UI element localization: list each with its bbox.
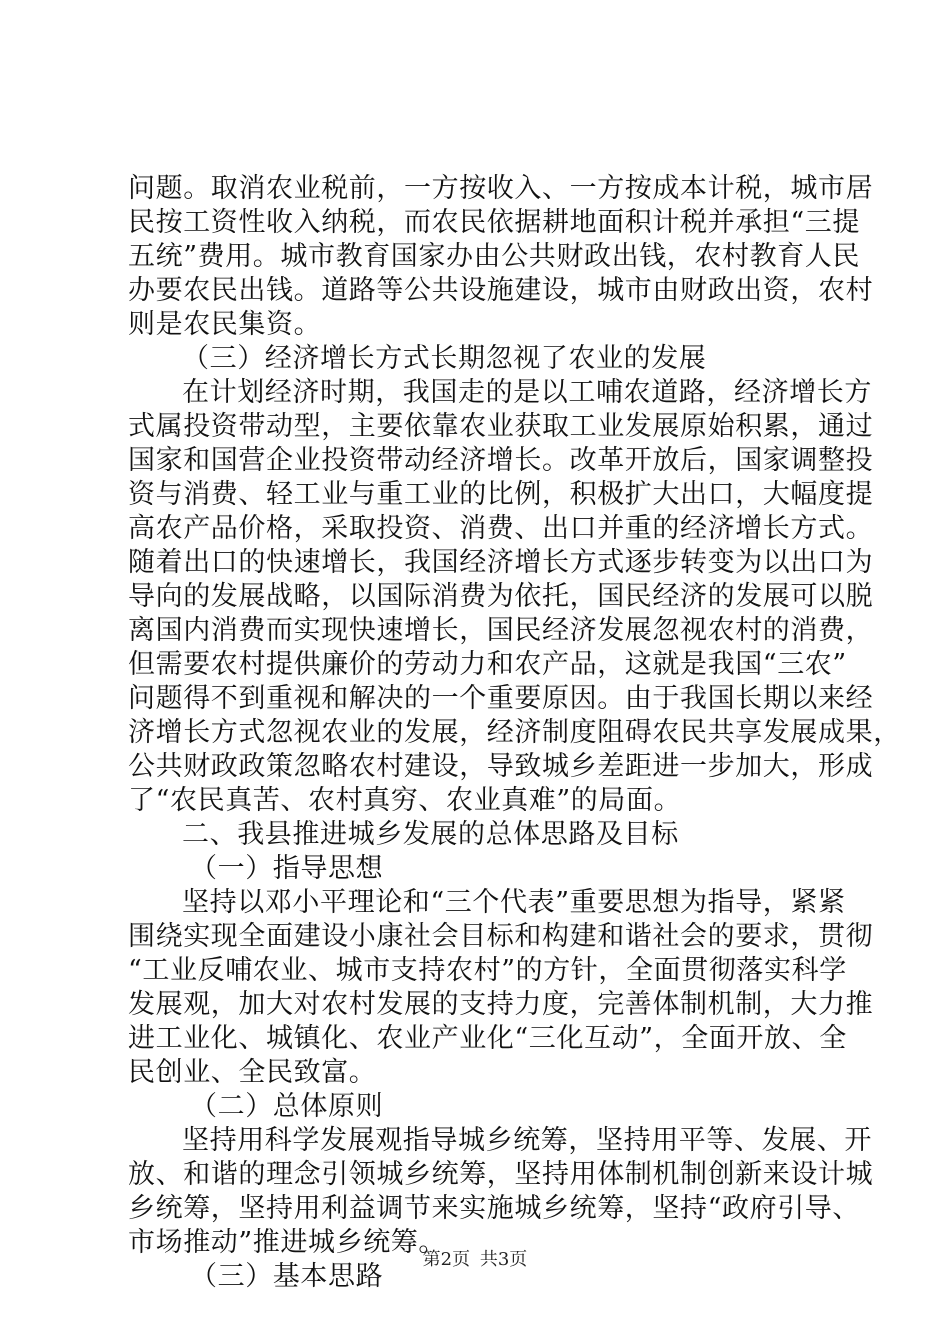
text-line: “工业反哺农业、城市支持农村”的方针，全面贯彻落实科学 <box>128 955 847 986</box>
text-line: 资与消费、轻工业与重工业的比例，积极扩大出口，大幅度提 <box>128 479 874 510</box>
document-body <box>128 172 901 1294</box>
text-line: 民按工资性收入纳税，而农民依据耕地面积计税并承担“三提 <box>128 207 861 238</box>
text-line: 围绕实现全面建设小康社会目标和构建和谐社会的要求，贯彻 <box>128 921 874 952</box>
text-line: （二）总体原则 <box>190 1091 384 1122</box>
text-line: 坚持用科学发展观指导城乡统筹，坚持用平等、发展、开 <box>182 1125 872 1156</box>
text-line: 办要农民出钱。道路等公共设施建设，城市由财政出资，农村 <box>128 275 874 306</box>
page-footer <box>0 1245 950 1271</box>
text-line: 国家和国营企业投资带动经济增长。改革开放后，国家调整投 <box>128 445 874 476</box>
text-line: 随着出口的快速增长，我国经济增长方式逐步转变为以出口为 <box>128 547 874 578</box>
text-line: 济增长方式忽视农业的发展，经济制度阻碍农民共享发展成果， <box>128 717 901 748</box>
text-line: （三）经济增长方式长期忽视了农业的发展 <box>182 343 707 374</box>
text-line: 离国内消费而实现快速增长，国民经济发展忽视农村的消费， <box>128 615 874 646</box>
text-line: （一）指导思想 <box>190 853 384 884</box>
text-line: 乡统筹，坚持用利益调节来实施城乡统筹，坚持“政府引导、 <box>128 1193 861 1224</box>
text-line: 导向的发展战略，以国际消费为依托，国民经济的发展可以脱 <box>128 581 874 612</box>
text-line: 坚持以邓小平理论和“三个代表”重要思想为指导，紧紧 <box>182 887 846 918</box>
text-line: 式属投资带动型，主要依靠农业获取工业发展原始积累，通过 <box>128 411 874 442</box>
page-total: 共3页 <box>479 1249 528 1270</box>
text-line: 二、我县推进城乡发展的总体思路及目标 <box>182 819 679 850</box>
text-line: 但需要农村提供廉价的劳动力和农产品，这就是我国“三农” <box>128 649 847 680</box>
text-line: 放、和谐的理念引领城乡统筹，坚持用体制机制创新来设计城 <box>128 1159 874 1190</box>
text-line: 问题。取消农业税前，一方按收入、一方按成本计税，城市居 <box>128 173 874 204</box>
text-line: 公共财政政策忽略农村建设，导致城乡差距进一步加大，形成 <box>128 751 874 782</box>
text-line: 高农产品价格，采取投资、消费、出口并重的经济增长方式。 <box>128 513 874 544</box>
text-line: 进工业化、城镇化、农业产业化“三化互动”，全面开放、全 <box>128 1023 847 1054</box>
text-line: （三）基本思路 <box>190 1261 384 1292</box>
text-line: 民创业、全民致富。 <box>128 1057 377 1088</box>
text-line: 则是农民集资。 <box>128 309 322 340</box>
text-line: 发展观，加大对农村发展的支持力度，完善体制机制，大力推 <box>128 989 874 1020</box>
text-line: 市场推动”推进城乡统筹。 <box>128 1227 447 1258</box>
page-number: 第2页 <box>422 1249 471 1270</box>
text-line: 在计划经济时期，我国走的是以工哺农道路，经济增长方 <box>182 377 872 408</box>
text-line: 了“农民真苦、农村真穷、农业真难”的局面。 <box>128 785 682 816</box>
text-line: 问题得不到重视和解决的一个重要原因。由于我国长期以来经 <box>128 683 874 714</box>
text-line: 五统”费用。城市教育国家办由公共财政出钱，农村教育人民 <box>128 241 861 272</box>
